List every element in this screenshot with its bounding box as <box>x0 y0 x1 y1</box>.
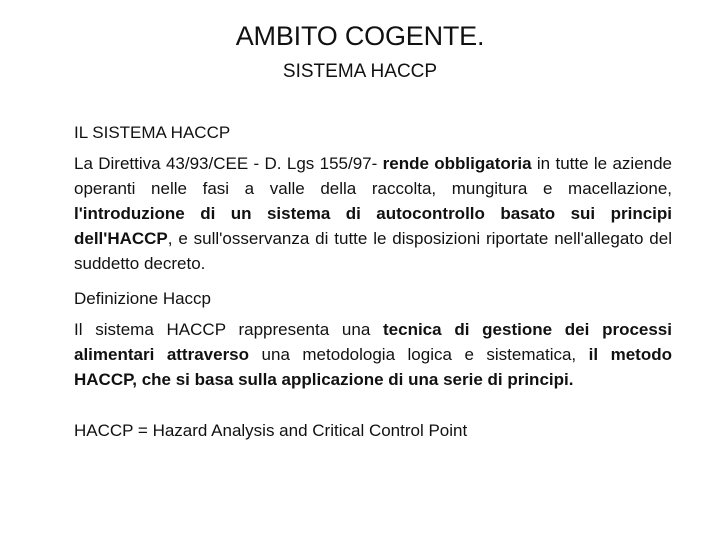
paragraph-bold-text: rende obbligatoria <box>382 154 532 173</box>
slide-title: AMBITO COGENTE. <box>235 21 485 51</box>
paragraph-definition <box>74 317 672 392</box>
paragraph-bold-text: l'introduzione di un sistema di autocontrollo basato sui principi dell'HACCP <box>74 204 672 248</box>
section-heading-definition: Definizione Haccp <box>74 289 212 308</box>
paragraph-bold-text: il metodo HACCP, che si basa sulla applicazione di una serie di principi. <box>74 345 672 389</box>
paragraph-text: , e sull'osservanza di tutte le disposizioni riportate nell'allegato del suddetto decreto. <box>74 229 672 273</box>
paragraph-text: in tutte le aziende operanti nelle fasi a valle della raccolta, mungitura e macellazione, <box>74 154 673 198</box>
acronym-definition: HACCP = Hazard Analysis and Critical Control Point <box>74 421 468 440</box>
slide-content <box>74 120 672 443</box>
paragraph-text: La Direttiva 43/93/CEE - D. Lgs 155/97- <box>74 154 383 173</box>
slide-subtitle: SISTEMA HACCP <box>282 61 438 82</box>
paragraph-text: una metodologia logica e sistematica, <box>249 345 589 364</box>
section-heading-haccp-system: IL SISTEMA HACCP <box>74 123 231 142</box>
paragraph-directive <box>74 151 672 276</box>
paragraph-text: Il sistema HACCP rappresenta una <box>74 320 383 339</box>
paragraph-bold-text: tecnica di gestione dei processi alimentari attraverso <box>74 320 672 364</box>
